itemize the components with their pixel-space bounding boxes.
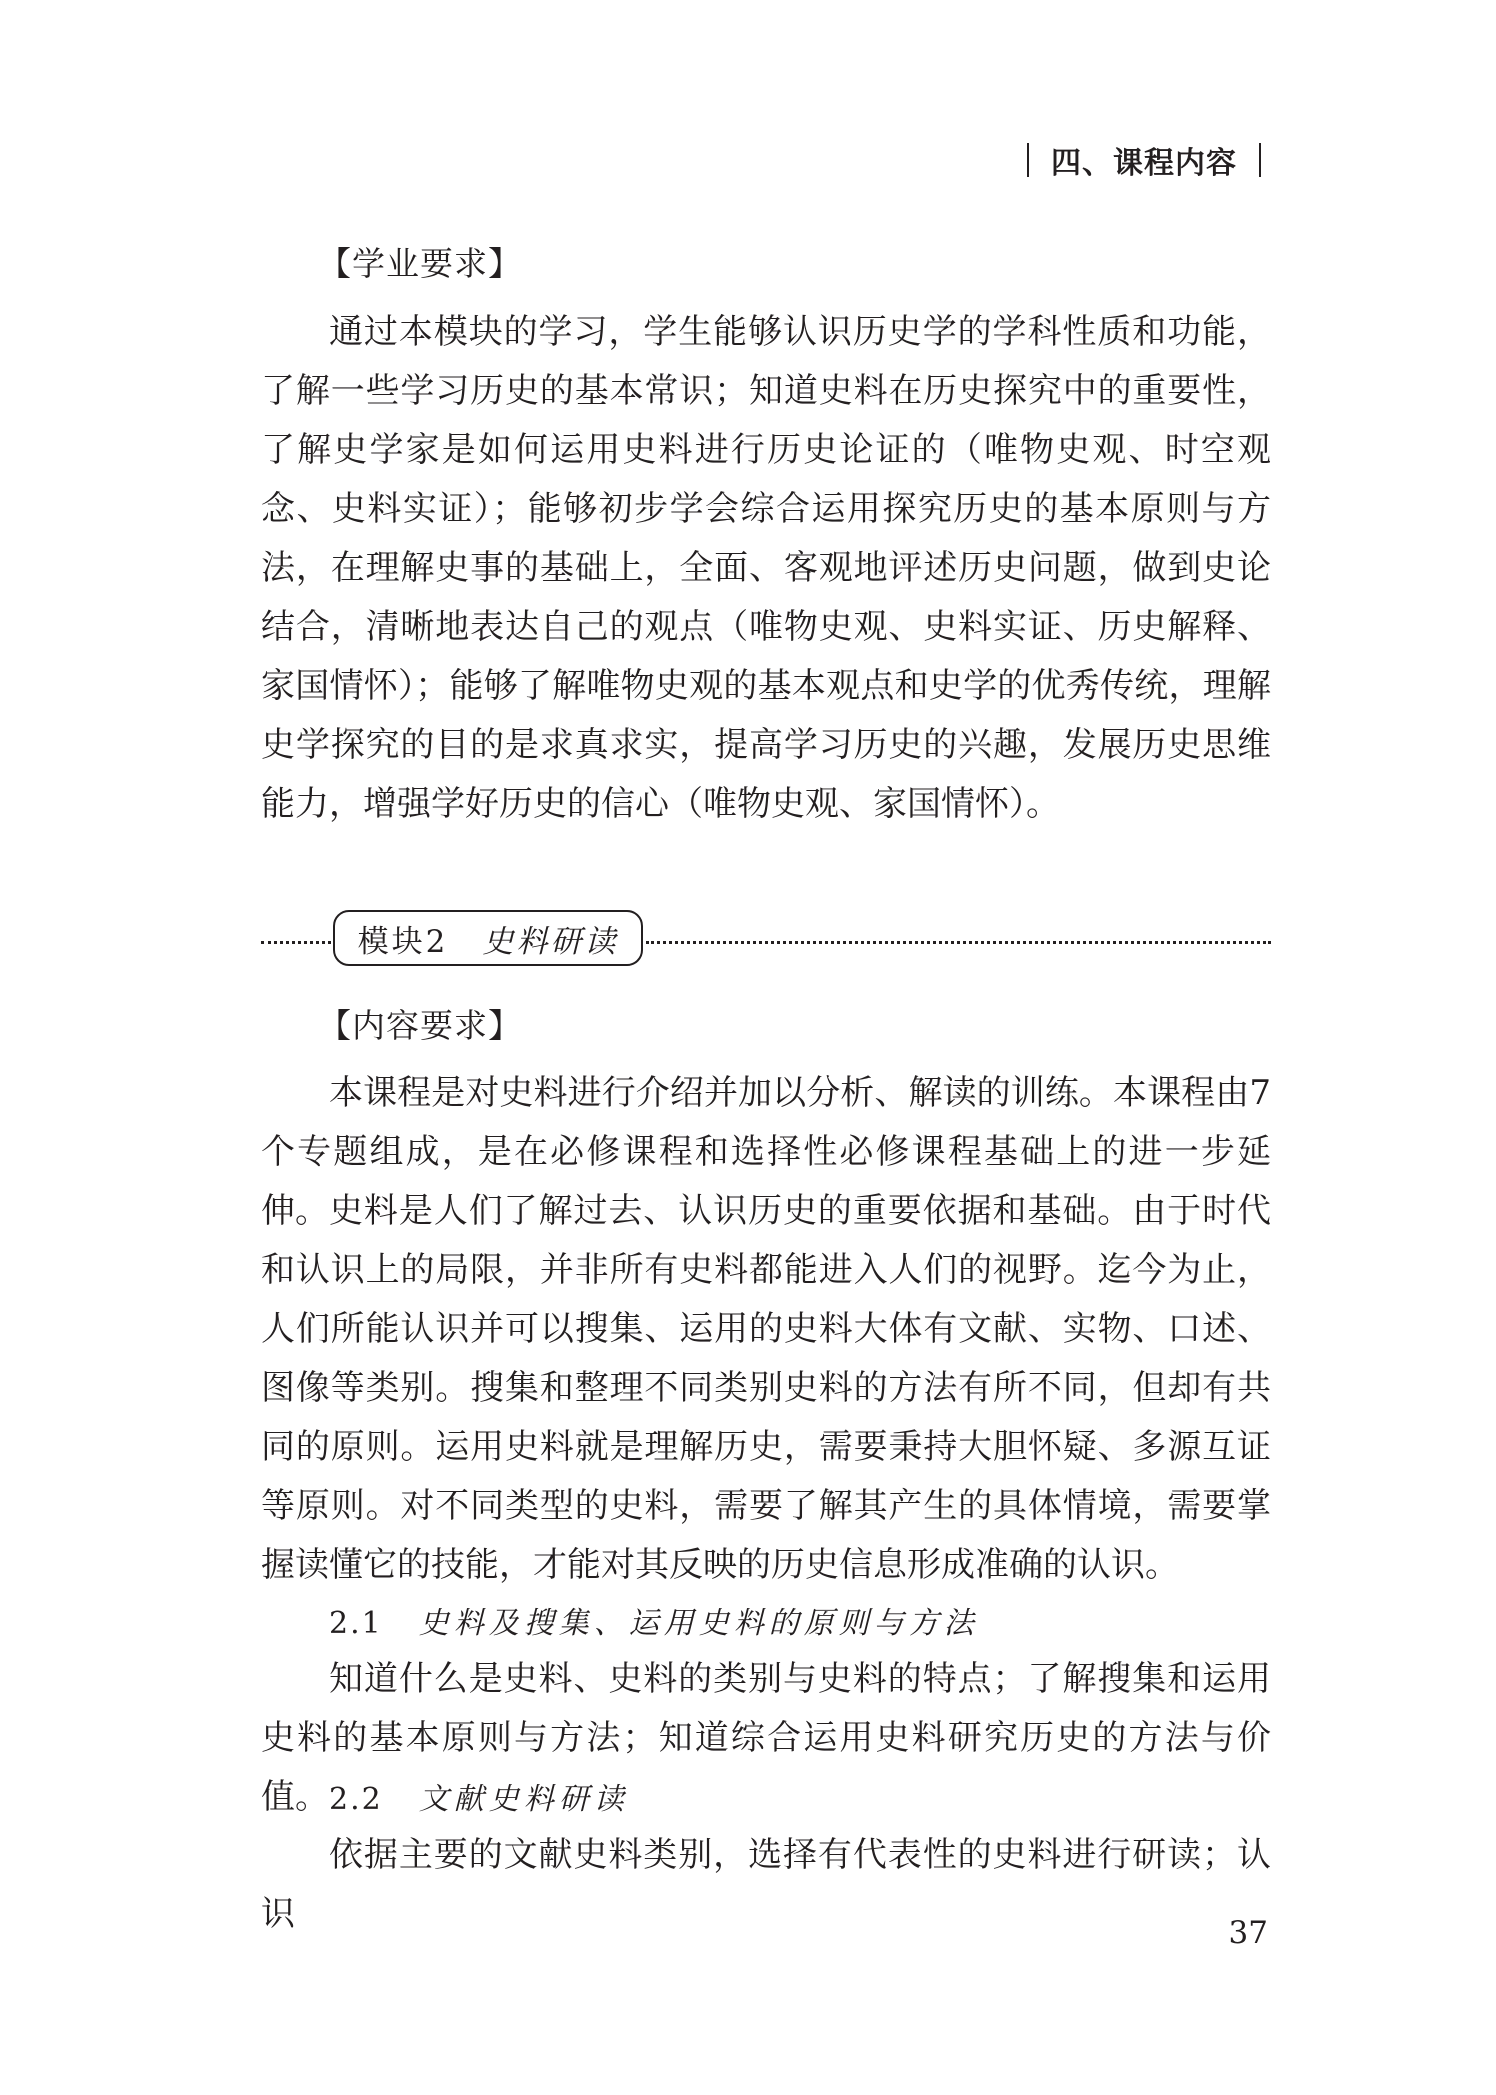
module-title: 史料研读 [482, 923, 619, 960]
running-header-title: 四、课程内容 [1051, 146, 1237, 181]
module-number: 模块2 [357, 923, 449, 960]
academic-requirements-heading: 【学业要求】 [318, 244, 522, 283]
content-requirements-heading: 【内容要求】 [318, 1006, 522, 1045]
content-paragraph: 史料是人们了解过去、认识历史的重要依据和基础。由于时代和认识上的局限，并非所有史料都能进入人们的视野。迄今为止，人们所能认识并可以搜集、运用的史料大体有文献、实物、口述、图像等类别。搜集和整理不同类别史料的方法有所不同，但却有共同的原则。运用史料就是理解历史，需要秉持大胆怀疑、多源互证等原则。对不同类型的史料，需要了解其产生的具体情境，需要掌握读懂它的技能，才能对其反映的历史信息形成准确的认识。 [261, 1191, 1271, 1585]
topic-heading [329, 1598, 979, 1642]
topic-text: 依据主要的文献史料类别，选择有代表性的史料进行研读；认识 [261, 1835, 1271, 1934]
page-number: 37 [1228, 1915, 1268, 1951]
running-header [1005, 138, 1283, 182]
topic-heading [329, 1774, 629, 1818]
dotted-rule-left [261, 941, 331, 944]
header-right-rule [1259, 143, 1261, 177]
module-label-box [333, 910, 643, 966]
topic-text: 知道什么是史料、史料的类别与史料的特点；了解搜集和运用史料的基本原则与方法；知道综合运用史料研究历史的方法与价值。 [261, 1659, 1271, 1817]
topic-number: 2.1 [329, 1606, 383, 1641]
topic-title: 文献史料研读 [418, 1782, 629, 1817]
topic-number: 2.2 [329, 1782, 383, 1817]
module-divider [261, 910, 1271, 970]
header-left-rule [1027, 143, 1029, 177]
dotted-rule-right [646, 941, 1271, 944]
topic-title: 史料及搜集、运用史料的原则与方法 [418, 1606, 979, 1641]
academic-requirements-text: 通过本模块的学习，学生能够认识历史学的学科性质和功能，了解一些学习历史的基本常识；知道史料在历史探究中的重要性，了解史学家是如何运用史料进行历史论证的（唯物史观、时空观念、史料实证）；能够初步学会综合运用探究历史的基本原则与方法，在理解史事的基础上，全面、客观地评述历史问题，做到史论结合，清晰地表达自己的观点（唯物史观、史料实证、历史解释、家国情怀）；能够了解唯物史观的基本观点和史学的优秀传统，理解史学探究的目的是求真求实，提高学习历史的兴趣，发展历史思维能力，增强学好历史的信心（唯物史观、家国情怀）。 [261, 312, 1271, 824]
content-paragraph: 本课程是对史料进行介绍并加以分析、解读的训练。本课程由7个专题组成，是在必修课程和选择性必修课程基础上的进一步延伸。 [261, 1073, 1271, 1231]
